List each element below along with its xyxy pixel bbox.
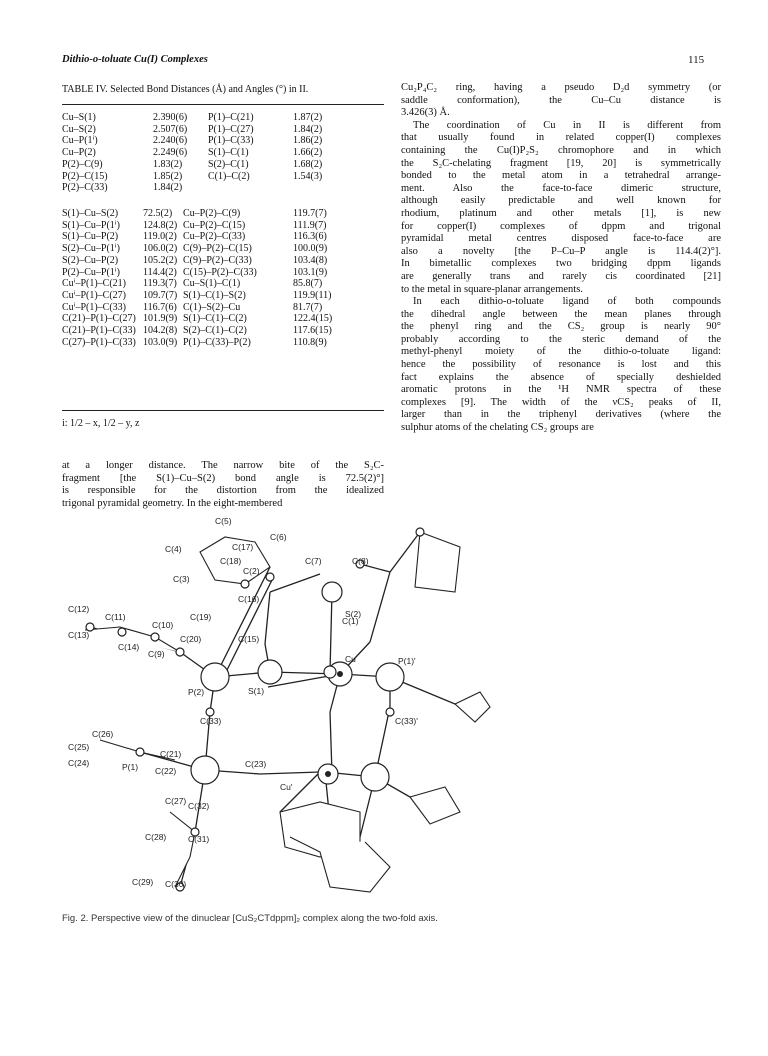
table-row: [62, 313, 343, 325]
text-line: hence the possibility of resonance is lost and this: [401, 359, 721, 371]
table-row: [62, 135, 343, 147]
table-row: [62, 182, 343, 194]
table-cell: 1.66(2): [293, 147, 323, 159]
atom-label: C(25): [68, 742, 90, 752]
text-line: trigonal pyramidal geometry. In the eight-membered: [62, 497, 283, 509]
atom-label: C(18): [220, 556, 242, 566]
table-row: [62, 171, 343, 183]
text-line: bonded to the metal atom in a tetrahedral arrange-: [401, 170, 721, 182]
table-cell: 1.84(2): [293, 123, 323, 135]
atom-label: C(7): [305, 556, 322, 566]
atom-label: C(33): [200, 716, 222, 726]
table-top-rule: [62, 104, 384, 105]
table-cell: 100.0(9): [293, 243, 328, 255]
table-cell: Cu–S(1): [62, 112, 96, 123]
atom-label: C(14): [118, 642, 140, 652]
table-cell: 119.3(7): [143, 278, 177, 290]
atom-label: S(1): [248, 686, 265, 696]
table-cell: S(1)–C(1): [208, 147, 249, 159]
table-cell: S(2)–Cu–P(1ⁱ): [62, 243, 120, 255]
table-cell: 116.3(6): [293, 231, 327, 243]
table-row: [62, 302, 343, 314]
text-line: also a novelty [the P–Cu–P angle is 114.4(2)°].: [401, 245, 721, 257]
text-line: are generally trans and rarely cis coordinated [21]: [401, 270, 721, 282]
text-line: although easily predictable and well known for: [401, 195, 721, 207]
atom-label: C(10): [152, 620, 174, 630]
page-number: 115: [688, 54, 705, 66]
atom-label: S(2): [345, 609, 362, 619]
atom-label: C(12): [68, 604, 90, 614]
table-cell: [293, 182, 343, 194]
table-cell: 117.6(15): [293, 325, 332, 337]
table-cell: P(2)–C(15): [62, 170, 108, 182]
table-cell: Cu–P(2)–C(33): [183, 231, 246, 243]
table-cell: 119.9(11): [293, 289, 332, 301]
text-line: saddle conformation), the Cu–Cu distance is: [401, 94, 721, 106]
text-line: that usually found in related copper(I) complexes: [401, 132, 721, 144]
atom-label: C(2): [243, 566, 260, 576]
atom-label: C(4): [165, 544, 182, 554]
atom-label: C(3): [173, 574, 190, 584]
text-line: In bimetallic complexes two bridging dppm ligands: [401, 258, 721, 270]
paragraph: [62, 460, 384, 510]
table-row: [62, 124, 343, 136]
table-cell: S(2)–Cu–P(2): [62, 254, 119, 266]
table-cell: Cuⁱ–P(1)–C(27): [62, 289, 127, 301]
atom-label: C(27): [165, 796, 187, 806]
atom-label: C(8): [352, 556, 369, 566]
atom-label: C(16): [238, 594, 260, 604]
table-cell: 72.5(2): [143, 208, 173, 219]
table-cell: Cuⁱ–P(1)–C(33): [62, 301, 127, 313]
table-cell: Cu–P(2)–C(15): [183, 219, 246, 231]
table-row: [62, 159, 343, 171]
table-cell: C(1)–S(2)–Cu: [183, 301, 241, 313]
text-line: 3.426(3) Å.: [401, 107, 450, 119]
atom-label: C(15): [238, 634, 260, 644]
table-cell: P(1)–C(27): [208, 123, 254, 135]
table-cell: S(1)–C(1)–C(2): [183, 313, 247, 325]
text-line: larger than in the triphenyl derivatives (where the: [401, 409, 721, 421]
table-row: [62, 220, 343, 232]
text-line: ment. Also the face-to-face dimeric structure,: [401, 182, 721, 194]
table-cell: 85.8(7): [293, 278, 323, 290]
atom-label: C(32): [188, 801, 210, 811]
atom-label: C(5): [215, 516, 232, 526]
table-cell: P(2)–C(33): [62, 182, 108, 194]
symmetry-note: i: 1/2 – x, 1/2 – y, z: [62, 418, 140, 429]
paragraph: [401, 296, 721, 435]
table-cell: S(1)–Cu–P(2): [62, 231, 119, 243]
table-cell: 105.2(2): [143, 254, 178, 266]
table-cell: 104.2(8): [143, 325, 178, 337]
table-cell: 106.0(2): [143, 243, 178, 255]
table-cell: 81.7(7): [293, 301, 323, 313]
table-cell: 2.240(6): [153, 135, 188, 147]
paragraph: [401, 82, 721, 120]
table-cell: S(1)–Cu–P(1ⁱ): [62, 219, 120, 231]
table-row: [62, 112, 343, 124]
atom-label: Cu: [345, 654, 356, 664]
table-row: [62, 147, 343, 159]
text-line: at a longer distance. The narrow bite of the S₂C-: [62, 460, 384, 471]
text-line: fragment [the S(1)–Cu–S(2) bond angle is 72.5(2)°]: [62, 472, 384, 484]
table-cell: 116.7(6): [143, 301, 177, 313]
table-cell: S(1)–Cu–S(2): [62, 208, 119, 219]
table-row: [62, 290, 343, 302]
text-line: to the metal in square-planar arrangements.: [401, 283, 583, 295]
text-line: rhodium, platinum and other metals [1], is new: [401, 207, 721, 219]
text-line: aromatic protons in the ¹H NMR spectra of these: [401, 384, 721, 396]
table-cell: 114.4(2): [143, 266, 177, 278]
left-column-paragraph: [62, 460, 384, 510]
paragraph: [401, 120, 721, 296]
atom-label: C(28): [145, 832, 167, 842]
table-cell: 119.7(7): [293, 208, 327, 219]
table-cell: P(2)–Cu–P(1ⁱ): [62, 266, 120, 278]
atom-label: P(2): [188, 687, 205, 697]
bond-distance-table: [62, 112, 343, 194]
table-cell: P(1)–C(33): [208, 135, 254, 147]
atom-label: C(21): [160, 749, 182, 759]
table-row: [62, 231, 343, 243]
table-cell: C(9)–P(2)–C(33): [183, 254, 252, 266]
table-cell: C(21)–P(1)–C(33): [62, 325, 136, 337]
atom-label: C(31): [188, 834, 210, 844]
table-cell: Cu–P(2): [62, 147, 96, 159]
text-line: methyl-phenyl moiety of the dithio-o-toluate ligand:: [401, 346, 721, 358]
table-cell: Cu–P(1ⁱ): [62, 135, 98, 147]
table-cell: P(1)–C(21): [208, 112, 254, 123]
table-cell: Cuⁱ–P(1)–C(21): [62, 278, 127, 290]
atom-label: C(1): [342, 616, 359, 626]
table-cell: P(1)–C(33)–P(2): [183, 336, 251, 348]
table-cell: 2.507(6): [153, 123, 188, 135]
atom-label: P(1)': [398, 656, 416, 666]
table-cell: 1.85(2): [153, 170, 183, 182]
table-cell: 1.68(2): [293, 158, 323, 170]
table-cell: 110.8(9): [293, 336, 327, 348]
text-line: the S₂C-chelating fragment [19, 20] is symmetrically: [401, 157, 721, 169]
atom-label: Cu': [280, 782, 293, 792]
table-cell: Cu–P(2)–C(9): [183, 208, 241, 219]
text-line: for copper(I) complexes of dppm and trigonal: [401, 220, 721, 232]
table-cell: C(21)–P(1)–C(27): [62, 313, 136, 325]
text-line: In each dithio-o-toluate ligand of both compounds: [413, 296, 721, 308]
table-row: [62, 278, 343, 290]
atom-label: P(1): [122, 762, 139, 772]
atom-label: C(22): [155, 766, 177, 776]
atom-label: C(13): [68, 630, 90, 640]
text-line: the dihedral angle between the mean planes through: [401, 308, 721, 320]
table-cell: 103.4(8): [293, 254, 328, 266]
table-cell: 1.83(2): [153, 158, 183, 170]
table-row: [62, 337, 343, 349]
atom-label: C(9): [148, 649, 165, 659]
atom-label: C(24): [68, 758, 90, 768]
table-cell: 122.4(15): [293, 313, 333, 325]
table-cell: 119.0(2): [143, 231, 177, 243]
table-cell: Cu–S(1)–C(1): [183, 278, 241, 290]
molecular-structure-figure: [60, 512, 710, 898]
table-cell: [208, 182, 293, 194]
table-cell: S(1)–C(1)–S(2): [183, 289, 246, 301]
text-line: sulphur atoms of the chelating CS₂ groups are: [401, 422, 594, 434]
table-cell: C(9)–P(2)–C(15): [183, 243, 252, 255]
table-cell: 2.249(6): [153, 147, 188, 159]
atom-label: C(19): [190, 612, 212, 622]
atom-label: C(29): [132, 877, 154, 887]
table-cell: 101.9(9): [143, 313, 178, 325]
atom-label: C(30): [165, 879, 187, 889]
table-cell: 111.9(7): [293, 219, 327, 231]
text-line: is responsible for the distortion from the idealized: [62, 485, 384, 497]
table-caption: TABLE IV. Selected Bond Distances (Å) and Angles (°) in II.: [62, 84, 309, 95]
atom-label: C(6): [270, 532, 287, 542]
text-line: The coordination of Cu in II is different from: [413, 119, 721, 131]
right-column-text: [401, 82, 721, 435]
text-line: complexes [9]. The width of the νCS₂ peaks of II,: [401, 396, 721, 408]
table-cell: 2.390(6): [153, 112, 188, 123]
table-row: [62, 325, 343, 337]
atom-label: C(26): [92, 729, 114, 739]
table-row: [62, 243, 343, 255]
table-cell: 1.87(2): [293, 112, 323, 123]
table-cell: Cu–S(2): [62, 123, 96, 135]
table-row: [62, 255, 343, 267]
figure-caption: Fig. 2. Perspective view of the dinuclear [CuS₂CTdppm]₂ complex along the two-fold axis.: [62, 913, 438, 924]
table-row: [62, 267, 343, 279]
bond-angle-table: [62, 208, 343, 348]
text-line: the phenyl ring and the CS₂ group is nearly 90°: [401, 321, 721, 333]
text-line: pyramidal metal centres disposed face-to-face are: [401, 233, 721, 245]
atom-label: C(33)': [395, 716, 418, 726]
text-line: containing the Cu(I)P₂S₂ chromophore and in which: [401, 144, 721, 156]
text-line: Cu₂P₄C₂ ring, having a pseudo D₂d symmetry (or: [401, 82, 721, 93]
table-cell: C(1)–C(2): [208, 170, 250, 182]
table-cell: 1.84(2): [153, 182, 183, 194]
table-cell: 1.54(3): [293, 170, 323, 182]
atom-label: C(23): [245, 759, 267, 769]
table-cell: C(15)–P(2)–C(33): [183, 266, 257, 278]
running-head: Dithio-o-toluate Cu(I) Complexes: [62, 54, 208, 65]
table-bottom-rule: [62, 410, 384, 411]
table-cell: 109.7(7): [143, 289, 178, 301]
table-cell: C(27)–P(1)–C(33): [62, 336, 136, 348]
atom-label: C(17): [232, 542, 254, 552]
atom-label: C(11): [105, 612, 126, 622]
table-row: [62, 208, 343, 220]
table-cell: S(2)–C(1)–C(2): [183, 325, 247, 337]
table-cell: 1.86(2): [293, 135, 323, 147]
text-line: probably according to the steric demand of the: [401, 333, 721, 345]
text-line: fact explains the absence of specially deshielded: [401, 371, 721, 383]
table-cell: 103.1(9): [293, 266, 328, 278]
table-cell: 124.8(2): [143, 219, 178, 231]
table-cell: S(2)–C(1): [208, 158, 249, 170]
atom-label: C(20): [180, 634, 202, 644]
table-cell: 103.0(9): [143, 336, 178, 348]
table-cell: P(2)–C(9): [62, 158, 103, 170]
